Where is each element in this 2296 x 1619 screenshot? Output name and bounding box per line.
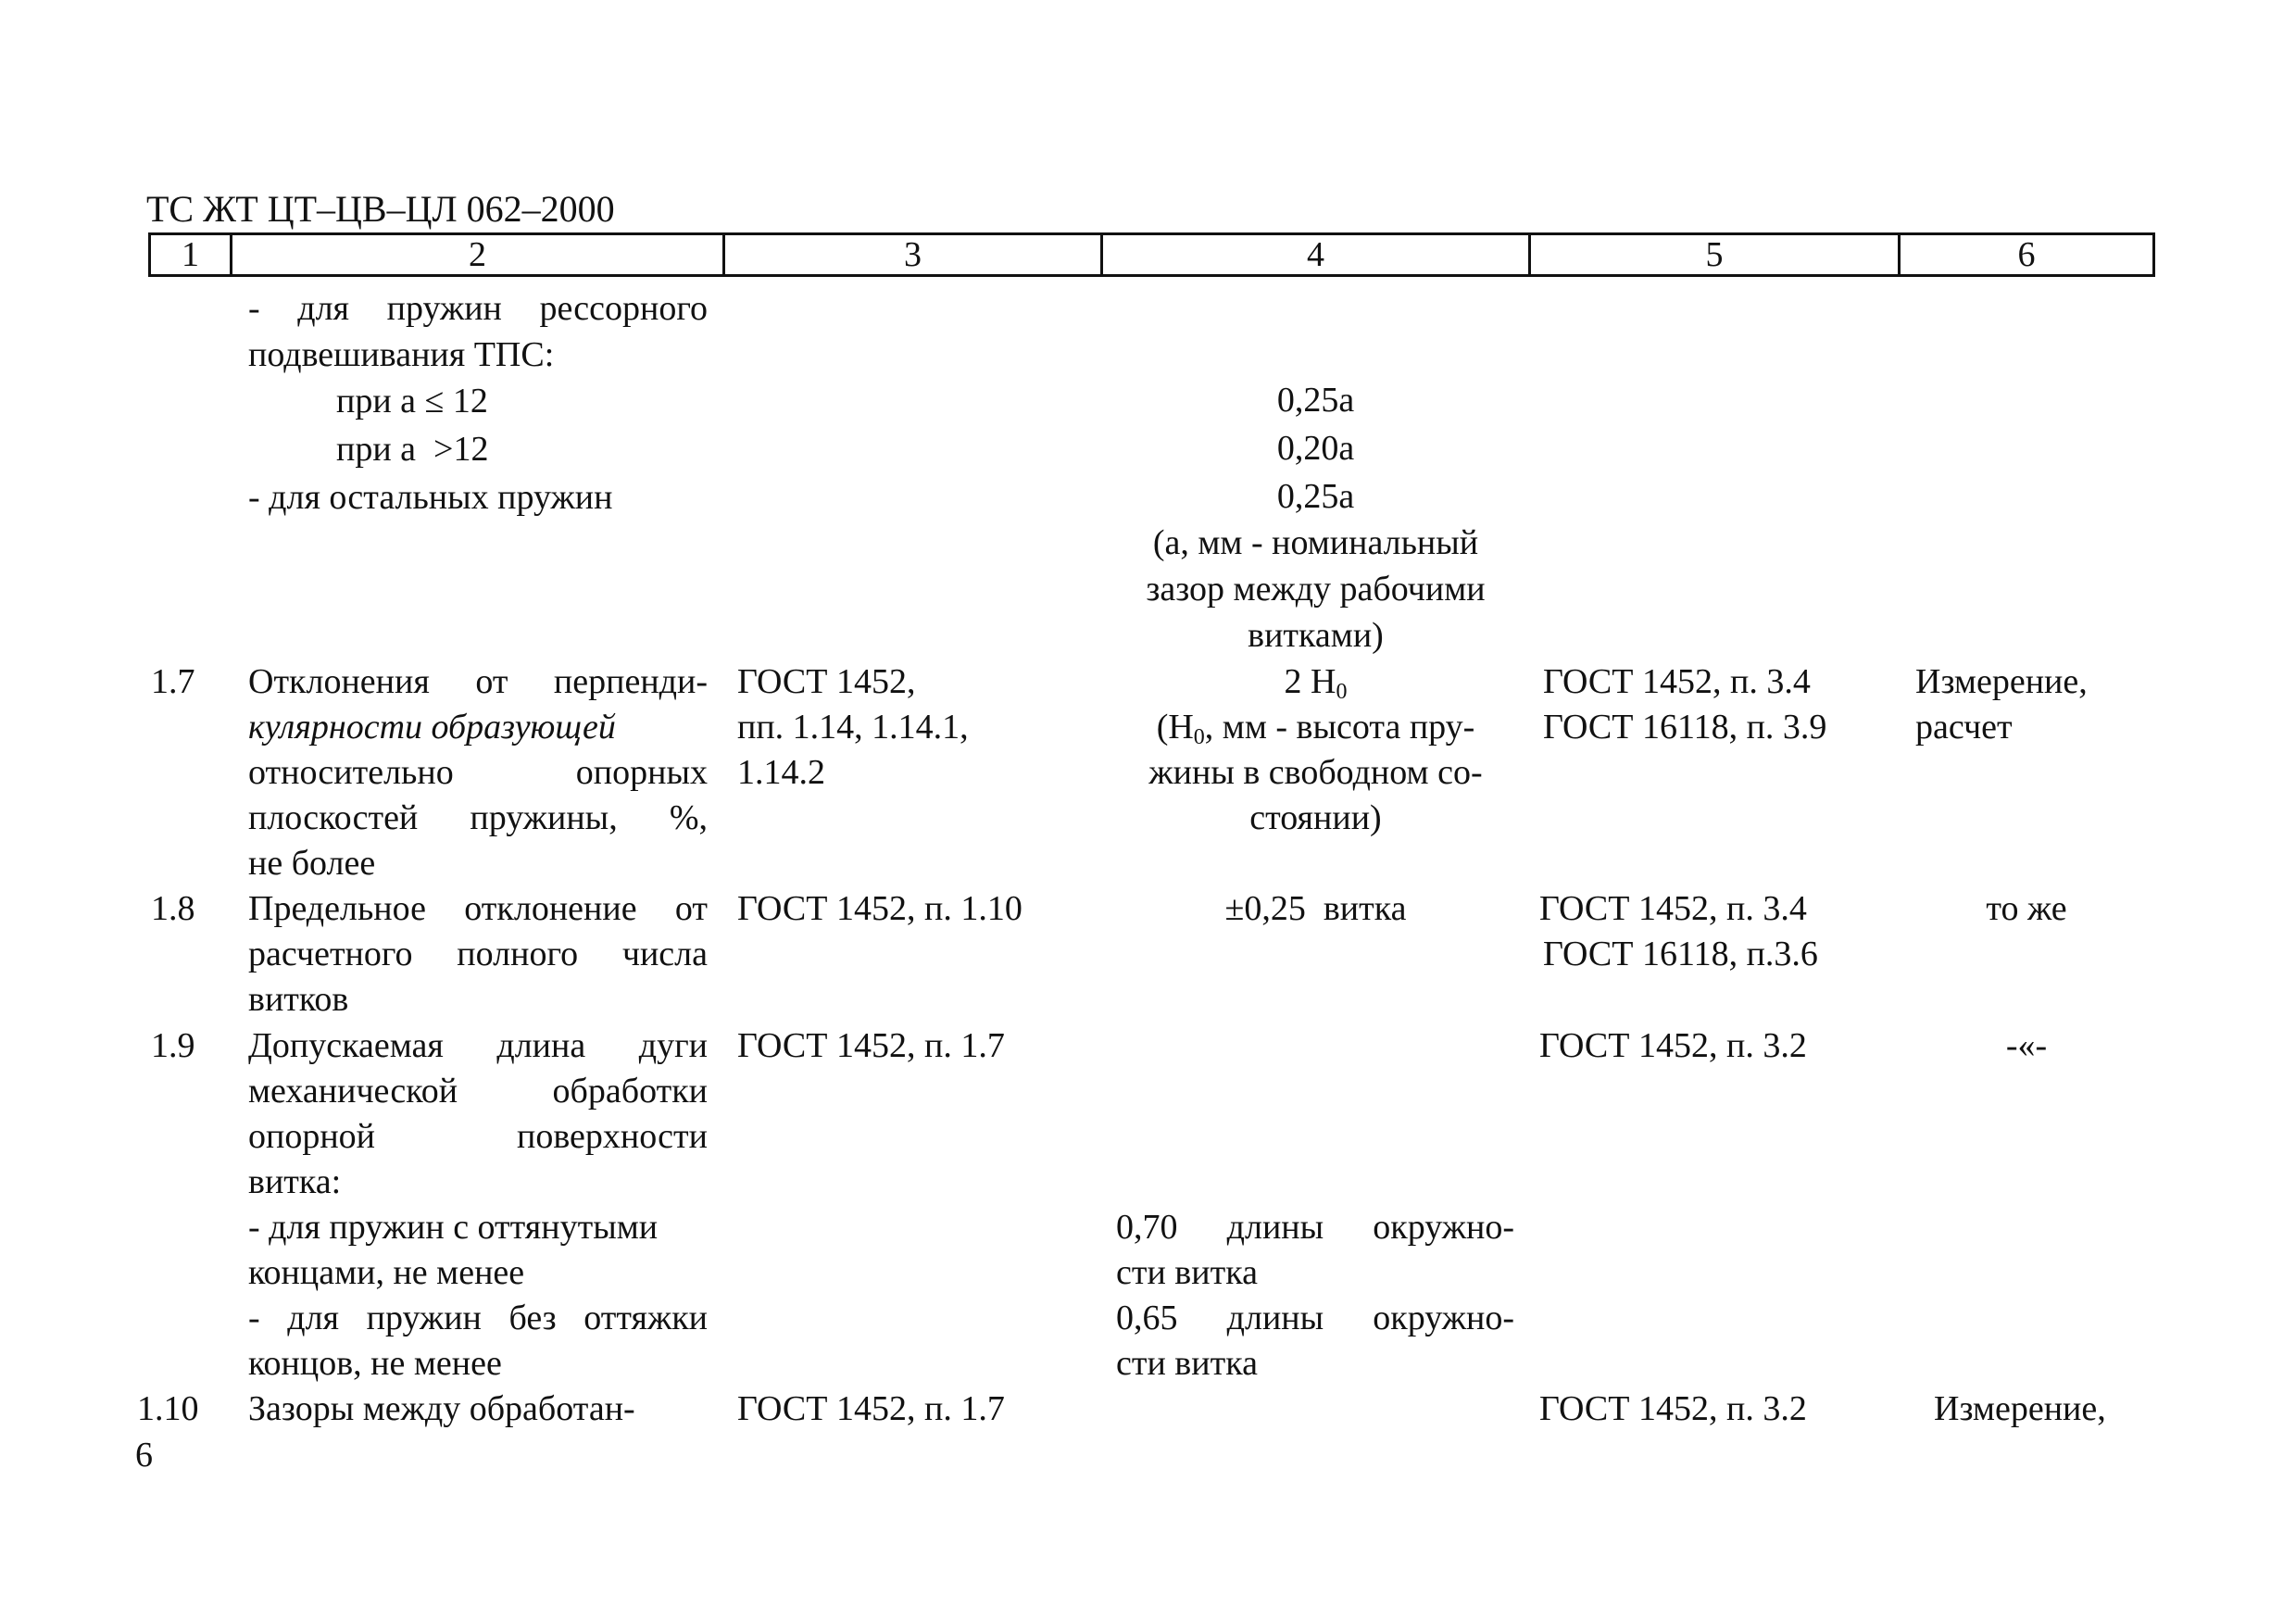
r17-col3-line: 1.14.2	[737, 753, 825, 792]
r18-col4: ±0,25 витка	[1224, 889, 1407, 928]
cont-col2-line: при а ≤ 12	[336, 382, 488, 420]
page-number: 6	[135, 1436, 153, 1475]
r17-col5-line: ГОСТ 1452, п. 3.4	[1543, 662, 1811, 701]
r17-col3-line: пп. 1.14, 1.14.1,	[737, 708, 969, 747]
r19-col2-line: механической обработки	[248, 1072, 708, 1111]
r17-col4-line: стоянии)	[1249, 798, 1382, 837]
r17-col2-line: Отклонения от перпенди-	[248, 662, 708, 701]
r17-col2-line: плоскостей пружины, %,	[248, 798, 708, 837]
r18-col2-line: расчетного полного числа	[248, 935, 708, 973]
cont-col2-line: при а >12	[336, 430, 489, 469]
cont-col2-line: - для пружин рессорного	[248, 289, 708, 328]
cont-col2-line: - для остальных пружин	[248, 478, 613, 517]
r19-col2-line: опорной поверхности	[248, 1117, 708, 1156]
r17-col2-line: не более	[248, 844, 376, 883]
column-header-6: 6	[2017, 235, 2036, 274]
r19-col2-line: - для пружин с оттянутыми	[248, 1208, 659, 1247]
column-header-2: 2	[469, 235, 486, 274]
column-header-4: 4	[1307, 235, 1324, 274]
row-number: 1.10	[137, 1389, 199, 1428]
r17-col3-line: ГОСТ 1452,	[737, 662, 916, 701]
r18-col6: то же	[1986, 889, 2067, 928]
r19-col2-line: - для пружин без оттяжки	[248, 1299, 708, 1337]
r110-col2: Зазоры между обработан-	[248, 1389, 635, 1428]
row-number: 1.7	[151, 662, 195, 701]
r19-col2-line: витка:	[248, 1162, 342, 1201]
r19-col6: -«-	[2005, 1026, 2048, 1065]
r19-col2-line: Допускаемая длина дуги	[248, 1026, 708, 1065]
r19-col4-line: 0,65 длины окружно-	[1116, 1299, 1514, 1337]
r19-col2-line: концами, не менее	[248, 1253, 525, 1292]
r19-col5: ГОСТ 1452, п. 3.2	[1539, 1026, 1807, 1065]
r19-col4-line: 0,70 длины окружно-	[1116, 1208, 1514, 1247]
r18-col2-line: Предельное отклонение от	[248, 889, 708, 928]
r110-col6: Измерение,	[1934, 1389, 2106, 1428]
r19-col4-line: сти витка	[1116, 1253, 1258, 1292]
r110-col5: ГОСТ 1452, п. 3.2	[1539, 1389, 1807, 1428]
cont-col4-line: 0,25а	[1276, 381, 1355, 420]
r17-col2-line: кулярности образующей	[248, 708, 616, 747]
r17-col4-line: ($Н_0$, мм - высота пру-	[1156, 708, 1475, 749]
cont-col4-line: 0,25а	[1276, 477, 1355, 516]
r18-col3: ГОСТ 1452, п. 1.10	[737, 889, 1023, 928]
r19-col4-line: сти витка	[1116, 1344, 1258, 1383]
row-number: 1.8	[151, 889, 195, 928]
r17-col4-line: жины в свободном со-	[1148, 753, 1483, 792]
r18-col5-line: ГОСТ 16118, п.3.6	[1543, 935, 1818, 973]
r17-col6-line: расчет	[1915, 708, 2013, 747]
cont-col4-line: зазор между рабочими	[1146, 570, 1486, 609]
column-header-3: 3	[904, 235, 922, 274]
cont-col4-line: 0,20а	[1276, 429, 1355, 468]
row-number: 1.9	[151, 1026, 195, 1065]
r17-col4-line: 2 $Н_0$	[1284, 662, 1348, 704]
cont-col2-line: подвешивания ТПС:	[248, 335, 555, 374]
r17-col2-line: относительно опорных	[248, 753, 708, 792]
r110-col3: ГОСТ 1452, п. 1.7	[737, 1389, 1005, 1428]
document-code: ТС ЖТ ЦТ–ЦВ–ЦЛ 062–2000	[146, 188, 615, 230]
r19-col3: ГОСТ 1452, п. 1.7	[737, 1026, 1005, 1065]
r18-col5-line: ГОСТ 1452, п. 3.4	[1539, 889, 1807, 928]
r18-col2-line: витков	[248, 980, 349, 1019]
cont-col4-line: (а, мм - номинальный	[1152, 523, 1479, 562]
column-header-5: 5	[1705, 235, 1724, 274]
r17-col5-line: ГОСТ 16118, п. 3.9	[1543, 708, 1827, 747]
column-header-1: 1	[182, 235, 199, 274]
r19-col2-line: концов, не менее	[248, 1344, 502, 1383]
cont-col4-line: витками)	[1248, 616, 1384, 655]
r17-col6-line: Измерение,	[1915, 662, 2088, 701]
